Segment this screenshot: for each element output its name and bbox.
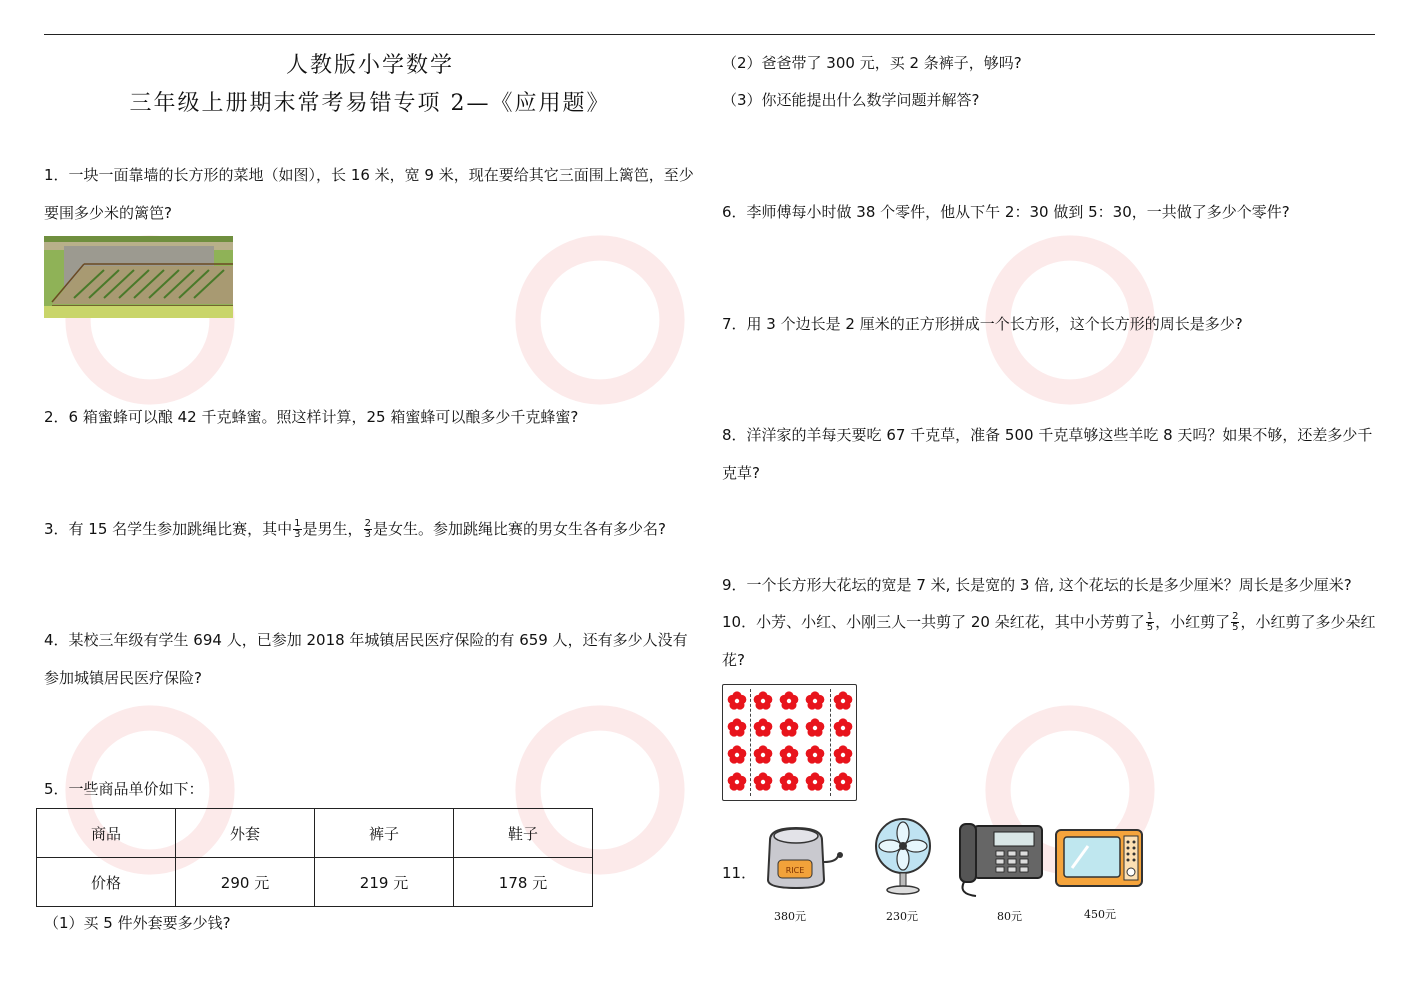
- microwave-icon: [1054, 828, 1144, 888]
- question-1: 1．一块一面靠墙的长方形的菜地（如图），长 16 米，宽 9 米，现在要给其它三面围上篱笆，至少要围多少米的篱笆?: [44, 166, 694, 222]
- watermark-logo-icon: [510, 230, 690, 410]
- page-title-line1: 人教版小学数学: [285, 53, 454, 78]
- question-5-part-3: （3）你还能提出什么数学问题并解答?: [722, 91, 980, 109]
- question-8: 8．洋洋家的羊每天要吃 67 千克草，准备 500 千克草够这些羊吃 8 天吗？如果不够，还差多少千克草?: [722, 426, 1373, 482]
- fraction-two-thirds: $\frac{2}{3}$: [364, 518, 371, 540]
- red-flower-icon: [753, 745, 773, 765]
- price-table: [36, 808, 593, 907]
- red-flower-icon: [805, 772, 825, 792]
- table-cell: 价格: [37, 858, 176, 907]
- question-11: 11．: [722, 864, 757, 882]
- question-4: 4．某校三年级有学生 694 人，已参加 2018 年城镇居民医疗保险的有 659 人，还有多少人没有参加城镇居民医疗保险?: [44, 631, 688, 687]
- microwave-price: 450元: [1084, 908, 1116, 921]
- table-header-cell: 外套: [176, 809, 315, 858]
- question-10-text-a: 10．小芳、小红、小刚三人一共剪了 20 朵红花，其中小芳剪了: [722, 613, 1145, 631]
- question-3-text-b: 是男生，: [302, 520, 363, 538]
- table-cell: 178 元: [454, 858, 593, 907]
- red-flower-icon: [727, 718, 747, 738]
- question-5: 5．一些商品单价如下：: [44, 780, 204, 798]
- red-flower-icon: [727, 691, 747, 711]
- fraction-one-fifth: $\frac{1}{5}$: [1146, 611, 1154, 633]
- table-header-cell: 鞋子: [454, 809, 593, 858]
- red-flower-icon: [805, 691, 825, 711]
- fraction-one-third: $\frac{1}{3}$: [294, 518, 301, 540]
- table-row: [37, 809, 593, 858]
- red-flower-icon: [753, 718, 773, 738]
- red-flower-icon: [833, 718, 853, 738]
- red-flowers-image: [722, 684, 857, 801]
- question-10-text-b: ，小红剪了: [1155, 613, 1231, 631]
- dashed-divider: [750, 689, 751, 796]
- top-rule: [44, 34, 1375, 35]
- question-6: 6．李师傅每小时做 38 个零件，他从下午 2：30 做到 5：30，一共做了多少个零件?: [722, 203, 1290, 221]
- question-3-text-c: 是女生。参加跳绳比赛的男女生各有多少名?: [372, 520, 666, 538]
- red-flower-icon: [833, 772, 853, 792]
- fan-icon: [872, 816, 934, 896]
- question-3-text-a: 3．有 15 名学生参加跳绳比赛，其中: [44, 520, 293, 538]
- vegetable-field-image: [44, 236, 233, 318]
- red-flower-icon: [753, 691, 773, 711]
- dashed-divider: [830, 689, 831, 796]
- table-cell: 219 元: [315, 858, 454, 907]
- table-header-cell: 裤子: [315, 809, 454, 858]
- question-10: [722, 603, 1382, 679]
- red-flower-icon: [833, 745, 853, 765]
- rice-cooker-label: RICE: [785, 866, 805, 875]
- red-flower-icon: [779, 745, 799, 765]
- red-flower-icon: [805, 718, 825, 738]
- red-flower-icon: [833, 691, 853, 711]
- question-5-part-1: （1）买 5 件外套要多少钱?: [44, 914, 231, 932]
- rice-cooker-icon: [756, 822, 848, 892]
- red-flower-icon: [753, 772, 773, 792]
- page-title-line2: 三年级上册期末常考易错专项 2—《应用题》: [129, 91, 611, 116]
- question-7: 7．用 3 个边长是 2 厘米的正方形拼成一个长方形，这个长方形的周长是多少?: [722, 315, 1243, 333]
- question-5-part-2: （2）爸爸带了 300 元，买 2 条裤子，够吗?: [722, 54, 1022, 72]
- red-flower-icon: [727, 772, 747, 792]
- question-9: 9．一个长方形大花坛的宽是 7 米, 长是宽的 3 倍, 这个花坛的长是多少厘米？周长是多少厘米?: [722, 576, 1352, 594]
- rice-cooker-price: 380元: [774, 910, 806, 923]
- red-flower-icon: [805, 745, 825, 765]
- telephone-price: 80元: [997, 910, 1022, 923]
- question-10-text-c: ，小红剪了多少朵红花?: [722, 613, 1376, 669]
- red-flower-icon: [779, 718, 799, 738]
- fraction-two-fifths: $\frac{2}{5}$: [1232, 611, 1239, 633]
- question-3: [44, 510, 699, 548]
- fan-price: 230元: [886, 910, 918, 923]
- telephone-icon: [954, 820, 1046, 900]
- table-header-cell: 商品: [37, 809, 176, 858]
- table-cell: 290 元: [176, 858, 315, 907]
- red-flower-icon: [779, 772, 799, 792]
- red-flower-icon: [727, 745, 747, 765]
- table-row: [37, 858, 593, 907]
- question-2: 2．6 箱蜜蜂可以酿 42 千克蜂蜜。照这样计算，25 箱蜜蜂可以酿多少千克蜂蜜?: [44, 408, 579, 426]
- red-flower-icon: [779, 691, 799, 711]
